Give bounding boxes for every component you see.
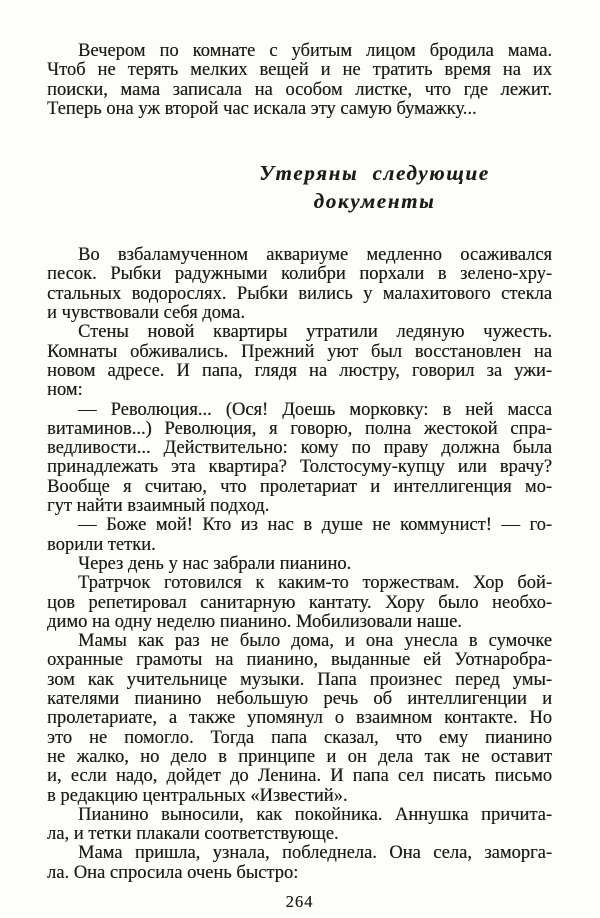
text-line: — Боже мой! Кто из нас в душе не коммунист! — го- [78,515,552,536]
text-line: зом как учительнице музыки. Папа произнес перед умы- [47,669,552,690]
text-line: принадлежать эта квартира? Толстосуму-купцу или врачу? [47,457,552,478]
text-line: Мама пришла, узнала, побледнела. Она села, заморга- [78,843,552,864]
text-line: в редакцию центральных «Известий». [47,785,348,806]
text-line: кателями пианино небольшую речь об интеллигенции и [47,689,552,710]
text-line: — Революция... (Ося! Доешь морковку: в ней масса [78,399,552,420]
text-line: охранные грамоты на пианино, выданные ей Уотнаробра- [47,650,552,671]
text-line: ном: [47,380,83,401]
text-line: Вечером по комнате с убитым лицом бродила мама. [78,41,552,61]
text-line: цов репетировал санитарную кантату. Хору было необхо- [47,592,552,613]
text-line: ведливости... Действительно: кому по праву должна была [47,438,552,459]
text-line: Через день у нас забрали пианино. [78,553,352,574]
text-line: ла, и тетки плакали соответствующе. [47,824,339,845]
text-line: гут найти взаимный подход. [47,496,270,517]
paragraph [47,555,552,574]
text-line: Тратрчок готовился к каким-то торжествам. Хор бой- [78,573,552,594]
text-line: поиски, мама записала на особом листке, что где лежит. [47,79,552,100]
paragraph [47,323,552,400]
paragraph [47,632,552,806]
text-line: Комнаты обживались. Прежний уют был восстановлен на [47,341,552,362]
paragraph [47,401,552,517]
paragraph [47,806,552,845]
text-line: не жалко, но дело в принципе и он дела так не оставит [47,746,552,767]
text-line: и чувствовали себя дома. [47,303,245,324]
text-line: и, если надо, дойдет до Ленина. И папа сел писать письмо [47,766,552,787]
text-line: стальных водорослях. Рыбки вились у малахитового стекла [47,283,552,304]
text-line: Во взбаламученном аквариуме медленно осаживался [78,245,552,266]
text-line: пролетариате, а также упомянул о взаимном контакте. Но [47,708,552,729]
text-line: ворили тетки. [47,534,156,555]
page-text-block [47,42,552,912]
chapter-heading: Утеряны следующие документы [259,161,490,214]
paragraph [47,246,552,323]
text-line: Вообще я считаю, что пролетариат и интеллигенция мо- [47,476,552,497]
intro-paragraphs [47,42,552,119]
text-line: Мамы как раз не было дома, и она унесла в сумочке [78,631,552,652]
text-line: Пианино выносили, как покойника. Аннушка причита- [78,804,552,825]
text-line: новом адресе. И папа, глядя на люстру, говорил за ужи- [47,360,552,381]
text-line: это не помогло. Тогда папа сказал, что ему пианино [47,727,552,748]
paragraph [47,516,552,555]
text-line: ла. Она спросила очень быстро: [47,862,299,883]
text-line: Чтоб не терять мелких вещей и не тратить время на их [47,60,552,81]
paragraph [47,844,552,883]
body-paragraphs [47,246,552,883]
text-line: Стены новой квартиры утратили ледяную чужесть. [78,322,552,343]
text-line: витаминов...) Революция, я говорю, полна жестокой спра- [47,418,552,439]
page-number: 264 [285,891,314,911]
text-line: Теперь она уж второй час искала эту самую бумажку... [47,98,477,119]
text-line: димо на одну неделю пианино. Мобилизовали наше. [47,611,462,632]
paragraph [47,574,552,632]
paragraph [47,42,552,119]
text-line: песок. Рыбки радужными колибри порхали в зелено-хру- [47,264,552,285]
